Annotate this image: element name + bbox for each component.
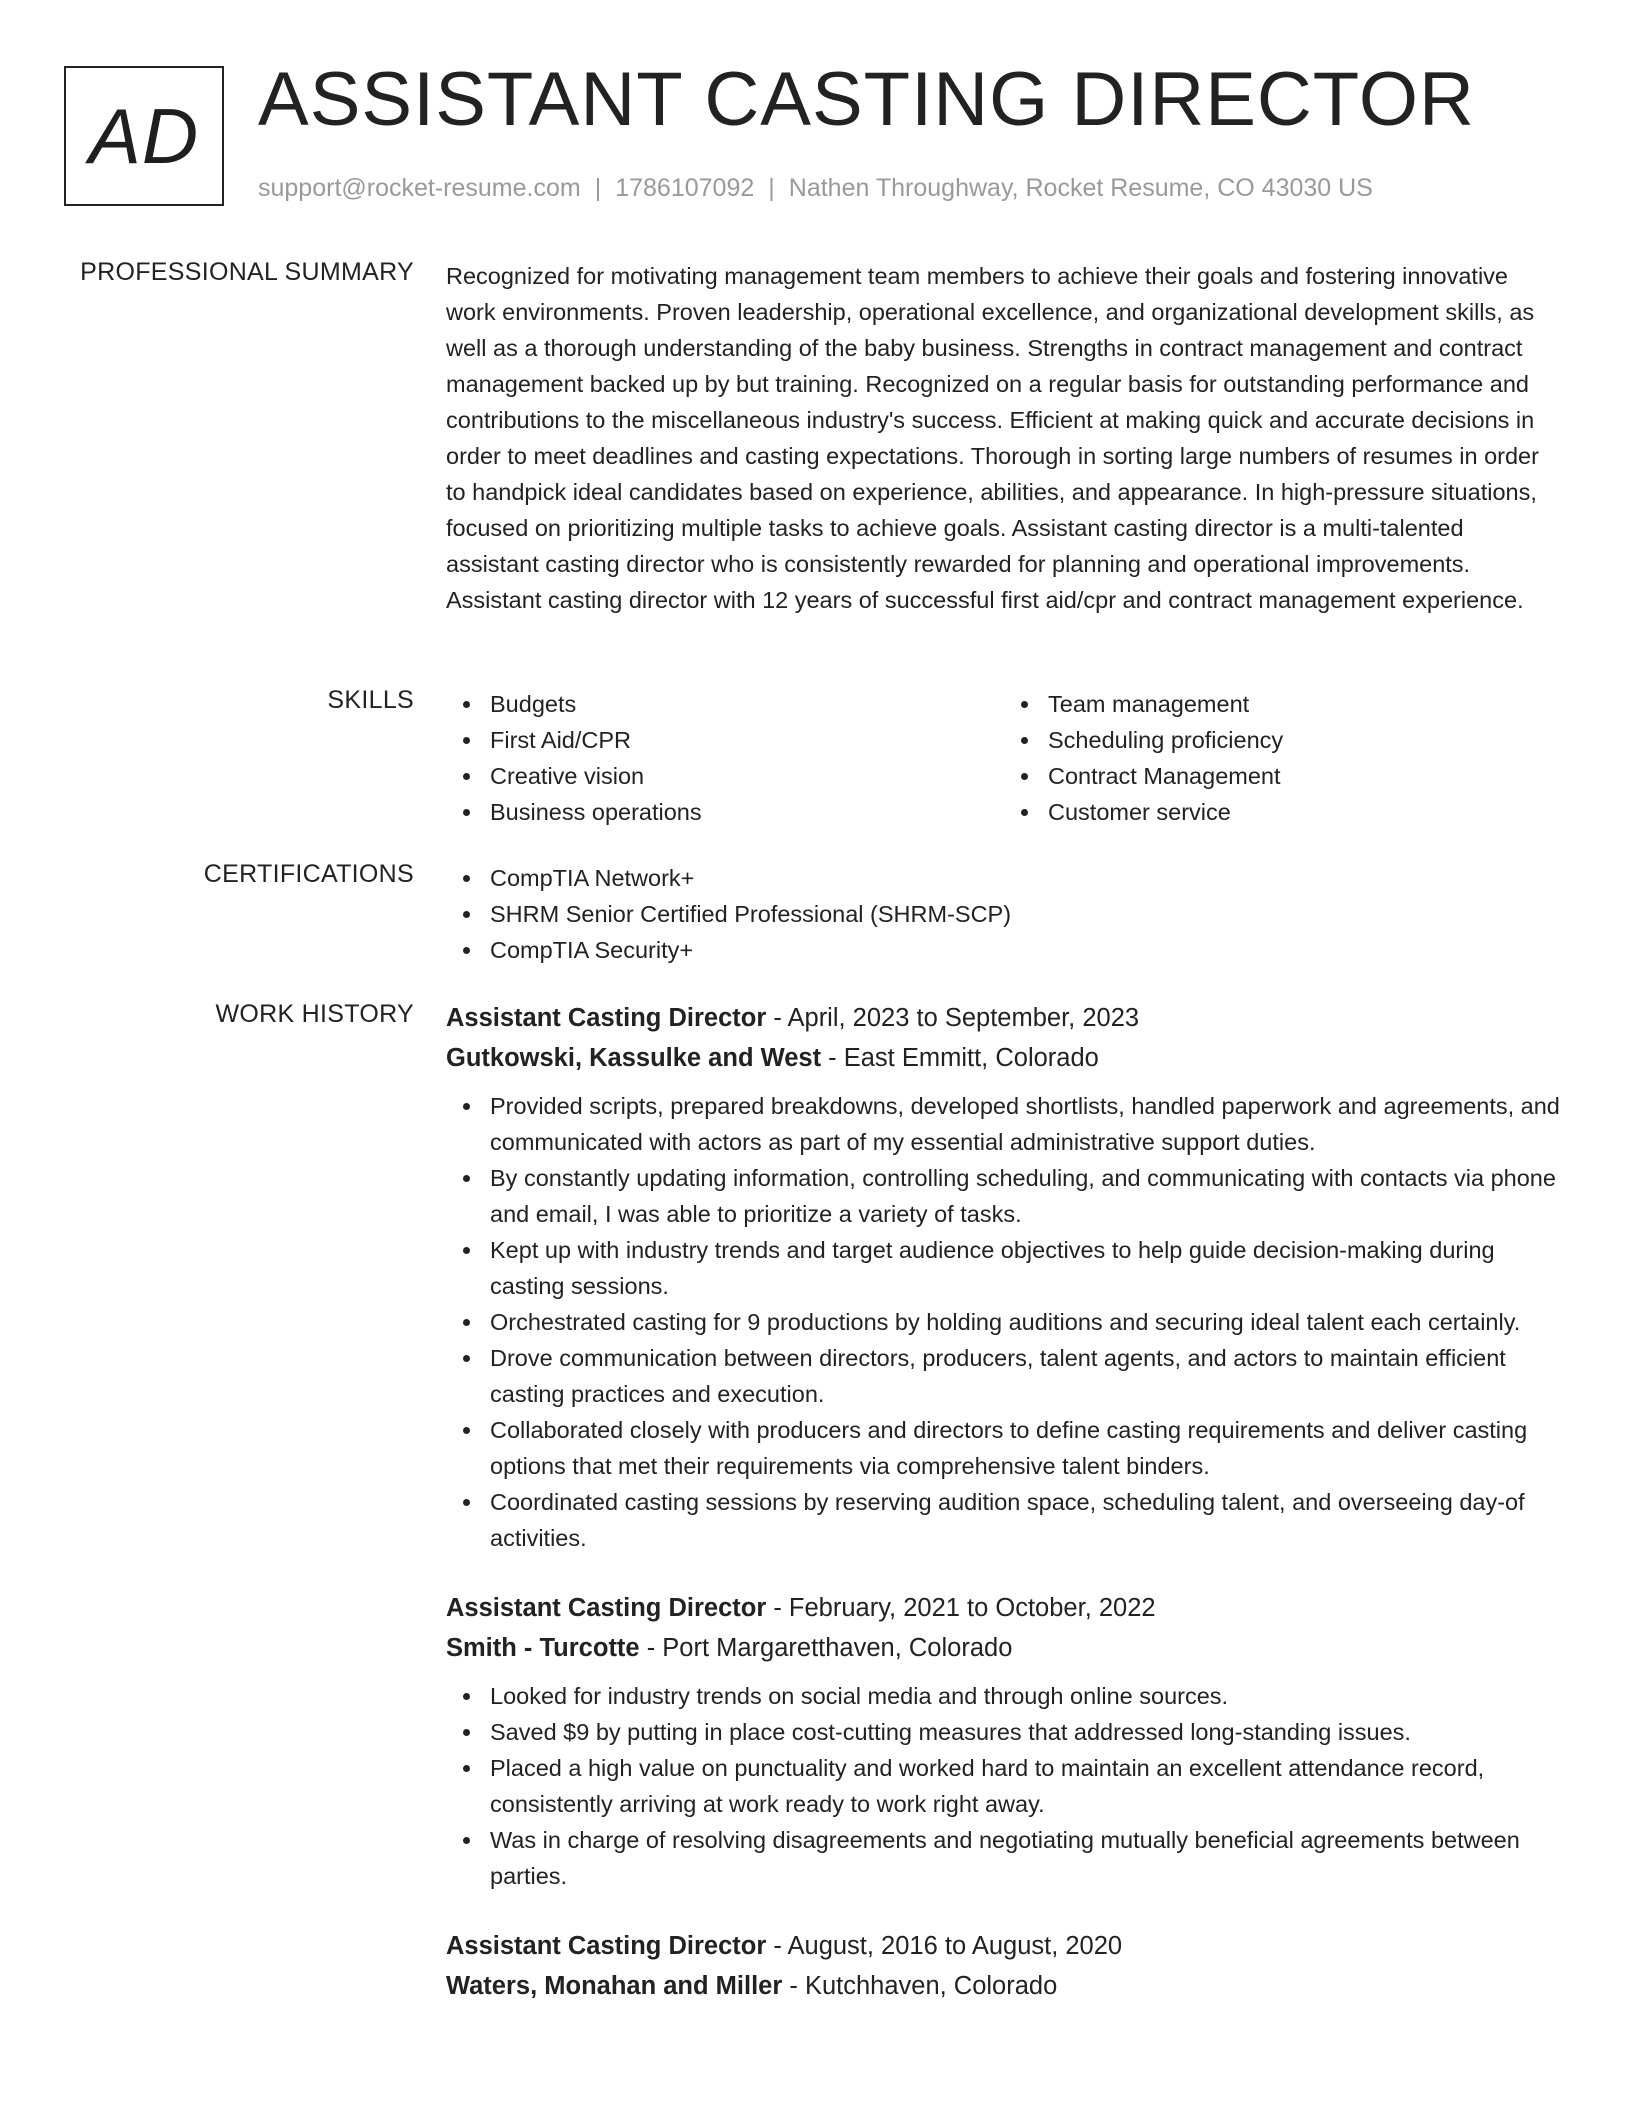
job-title: Assistant Casting Director (446, 1004, 767, 1032)
section-body-summary (446, 258, 1562, 618)
job-company: Waters, Monahan and Miller (446, 1972, 783, 2000)
section-label-skills: SKILLS (327, 686, 414, 714)
list-item: Was in charge of resolving disagreements and negotiating mutually beneficial agreements between parties. (490, 1822, 1562, 1894)
job-company: Smith - Turcotte (446, 1634, 640, 1662)
job-title-line (446, 1926, 1562, 1966)
skills-list-left (446, 686, 1004, 830)
job-company-line (446, 1628, 1562, 1668)
job-entry (446, 998, 1562, 1556)
job-title: Assistant Casting Director (446, 1932, 767, 1960)
job-company-line (446, 1038, 1562, 1078)
list-item: Collaborated closely with producers and directors to define casting requirements and deliver casting options that met their requirements via comprehensive talent binders. (490, 1412, 1562, 1484)
job-dates: - February, 2021 to October, 2022 (766, 1594, 1156, 1622)
job-company-line (446, 1966, 1562, 2006)
monogram-badge: AD (64, 66, 224, 206)
list-item: Looked for industry trends on social media and through online sources. (490, 1678, 1562, 1714)
list-item: Drove communication between directors, producers, talent agents, and actors to maintain efficient casting practices and execution. (490, 1340, 1562, 1412)
contact-phone[interactable]: 1786107092 (615, 174, 755, 202)
list-item: Budgets (490, 686, 1004, 722)
job-location: - East Emmitt, Colorado (821, 1044, 1099, 1072)
page-title: ASSISTANT CASTING DIRECTOR (258, 57, 1475, 142)
section-body-work (446, 998, 1562, 2038)
contact-line (258, 174, 1373, 203)
job-entry (446, 1926, 1562, 2006)
list-item: Orchestrated casting for 9 productions by holding auditions and securing ideal talent each certainly. (490, 1304, 1562, 1340)
job-dates: - August, 2016 to August, 2020 (766, 1932, 1123, 1960)
skills-grid (446, 686, 1562, 830)
contact-email[interactable]: support@rocket-resume.com (258, 174, 581, 202)
certifications-list (446, 860, 1562, 968)
list-item: Saved $9 by putting in place cost-cutting measures that addressed long-standing issues. (490, 1714, 1562, 1750)
list-item: Provided scripts, prepared breakdowns, developed shortlists, handled paperwork and agreements, and communicated with actors as part of my essential administrative support duties. (490, 1088, 1562, 1160)
list-item: First Aid/CPR (490, 722, 1004, 758)
section-label-summary: PROFESSIONAL SUMMARY (80, 258, 414, 286)
job-bullets (446, 1088, 1562, 1556)
list-item: Kept up with industry trends and target audience objectives to help guide decision-making during casting sessions. (490, 1232, 1562, 1304)
job-entry (446, 1588, 1562, 1894)
list-item: CompTIA Security+ (490, 932, 1562, 968)
list-item: Team management (1048, 686, 1562, 722)
list-item: Contract Management (1048, 758, 1562, 794)
job-title-line (446, 998, 1562, 1038)
job-company: Gutkowski, Kassulke and West (446, 1044, 822, 1072)
section-body-certifications (446, 860, 1562, 968)
job-title: Assistant Casting Director (446, 1594, 767, 1622)
contact-separator: | (768, 174, 775, 202)
list-item: Business operations (490, 794, 1004, 830)
list-item: By constantly updating information, controlling scheduling, and communicating with contacts via phone and email, I was able to prioritize a variety of tasks. (490, 1160, 1562, 1232)
section-label-certifications: CERTIFICATIONS (203, 860, 414, 888)
list-item: CompTIA Network+ (490, 860, 1562, 896)
list-item: Scheduling proficiency (1048, 722, 1562, 758)
job-bullets (446, 1678, 1562, 1894)
section-label-work: WORK HISTORY (215, 1000, 414, 1028)
job-location: - Kutchhaven, Colorado (782, 1972, 1058, 2000)
summary-text: Recognized for motivating management team members to achieve their goals and fostering innovative work environments. Proven leadership, operational excellence, and organizational development skills, as well as a thorough understanding of the baby business. Strengths in contract management and contract management backed up by but training. Recognized on a regular basis for outstanding performance and contributions to the miscellaneous industry's success. Efficient at making quick and accurate decisions in order to meet deadlines and casting expectations. Thorough in sorting large numbers of resumes in order to handpick ideal candidates based on experience, abilities, and appearance. In high-pressure situations, focused on prioritizing multiple tasks to achieve goals. Assistant casting director is a multi-talented assistant casting director who is consistently rewarded for planning and operational improvements. Assistant casting director with 12 years of successful first aid/cpr and contract management experience. (446, 263, 1539, 613)
list-item: Creative vision (490, 758, 1004, 794)
job-location: - Port Margaretthaven, Colorado (639, 1634, 1013, 1662)
list-item: Coordinated casting sessions by reserving audition space, scheduling talent, and overseeing day-of activities. (490, 1484, 1562, 1556)
contact-address: Nathen Throughway, Rocket Resume, CO 43030 US (788, 174, 1373, 202)
contact-separator: | (594, 174, 602, 202)
list-item: Customer service (1048, 794, 1562, 830)
list-item: SHRM Senior Certified Professional (SHRM-SCP) (490, 896, 1562, 932)
job-title-line (446, 1588, 1562, 1628)
job-dates: - April, 2023 to September, 2023 (766, 1004, 1140, 1032)
list-item: Placed a high value on punctuality and worked hard to maintain an excellent attendance record, consistently arriving at work ready to work right away. (490, 1750, 1562, 1822)
skills-list-right (1004, 686, 1562, 830)
